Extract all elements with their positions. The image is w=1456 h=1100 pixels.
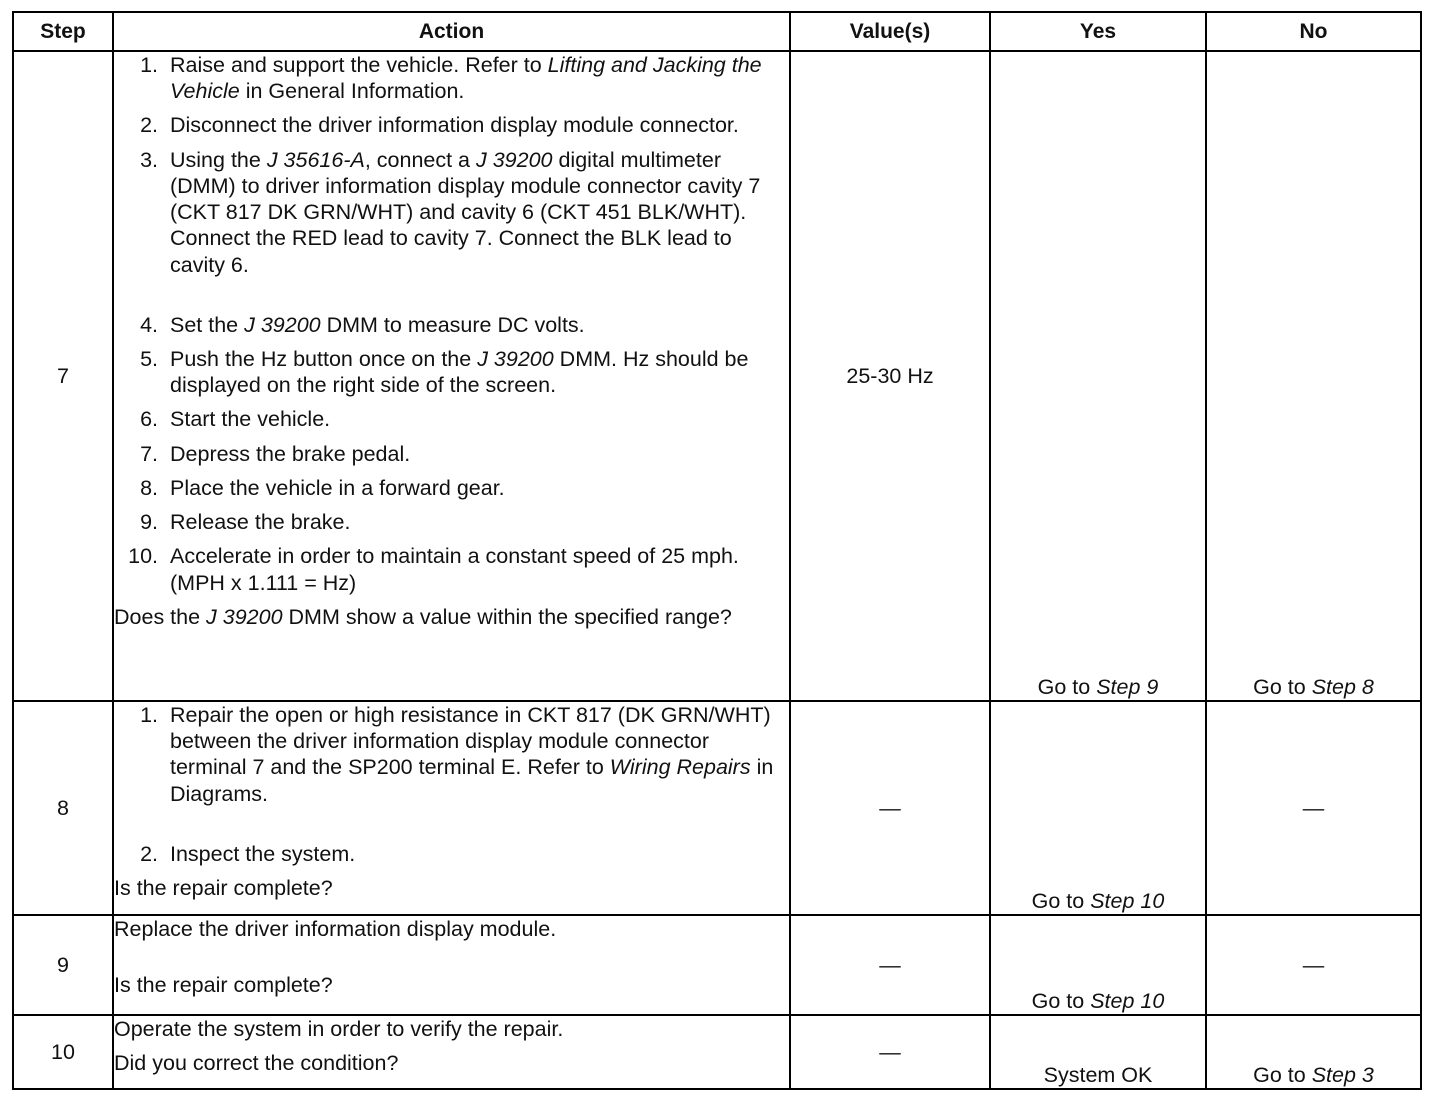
value-cell: —: [790, 701, 990, 915]
action-cell: [113, 915, 790, 1015]
header-action: Action: [113, 12, 790, 51]
step-number: 8: [13, 701, 113, 915]
table-row-step-9: [13, 915, 1421, 1015]
question-text: Did you correct the condition?: [114, 1051, 399, 1076]
value-cell: —: [790, 1015, 990, 1089]
action-text: Operate the system in order to verify the repair.: [114, 1017, 564, 1041]
value-cell: 25-30 Hz: [790, 51, 990, 701]
question-text: Is the repair complete?: [114, 973, 333, 998]
value-cell: —: [790, 915, 990, 1015]
step-number: 10: [13, 1015, 113, 1089]
list-item: 3. Using the J 35616-A, connect a J 39200 digital multimeter (DMM) to driver information display module connector cavity 7 (CKT 817 DK GRN/WHT) and cavity 6 (CKT 451 BLK/WHT). Connect the RED lead to cavity 7. Connect the BLK lead to cavity 6.: [140, 147, 761, 277]
list-item: 9. Release the brake.: [140, 510, 351, 535]
action-cell: [113, 1015, 790, 1089]
list-item: 5. Push the Hz button once on the J 39200 DMM. Hz should be displayed on the right side of the screen.: [140, 346, 749, 398]
list-item: 1. Repair the open or high resistance in CKT 817 (DK GRN/WHT) between the driver information display module connector terminal 7 and the SP200 terminal E. Refer to Wiring Repairs in Diagrams.: [140, 703, 774, 806]
no-cell: Go to Step 8: [1206, 51, 1421, 701]
question-text: Is the repair complete?: [114, 876, 333, 901]
action-cell: [113, 701, 790, 915]
no-cell: —: [1206, 701, 1421, 915]
header-no: No: [1206, 12, 1421, 51]
step-number: 9: [13, 915, 113, 1015]
header-step: Step: [13, 12, 113, 51]
list-item: 4. Set the J 39200 DMM to measure DC volts.: [140, 312, 585, 337]
list-item: 2. Disconnect the driver information display module connector.: [140, 113, 739, 138]
list-item: 8. Place the vehicle in a forward gear.: [140, 475, 505, 500]
list-item: 10. Accelerate in order to maintain a constant speed of 25 mph. (MPH x 1.111 = Hz): [128, 544, 739, 595]
no-cell: —: [1206, 915, 1421, 1015]
table-row-step-10: [13, 1015, 1421, 1089]
question-text: Does the J 39200 DMM show a value within the specified range?: [114, 604, 732, 629]
diagnostic-table: [12, 11, 1422, 1090]
no-cell: Go to Step 3: [1206, 1015, 1421, 1089]
action-list: [114, 52, 789, 596]
step-number: 7: [13, 51, 113, 701]
yes-cell: Go to Step 9: [990, 51, 1206, 701]
action-list: [114, 702, 789, 867]
list-item: 1. Raise and support the vehicle. Refer to Lifting and Jacking the Vehicle in General Information.: [140, 53, 762, 104]
list-item: 2. Inspect the system.: [140, 841, 356, 866]
yes-cell: Go to Step 10: [990, 915, 1206, 1015]
yes-cell: System OK: [990, 1015, 1206, 1089]
list-item: 7. Depress the brake pedal.: [140, 441, 411, 466]
header-yes: Yes: [990, 12, 1206, 51]
list-item: 6. Start the vehicle.: [140, 407, 331, 432]
header-row: [13, 12, 1421, 51]
action-cell: [113, 51, 790, 701]
action-text: Replace the driver information display module.: [114, 917, 557, 941]
table-row-step-8: [13, 701, 1421, 915]
table-row-step-7: [13, 51, 1421, 701]
header-values: Value(s): [790, 12, 990, 51]
yes-cell: Go to Step 10: [990, 701, 1206, 915]
